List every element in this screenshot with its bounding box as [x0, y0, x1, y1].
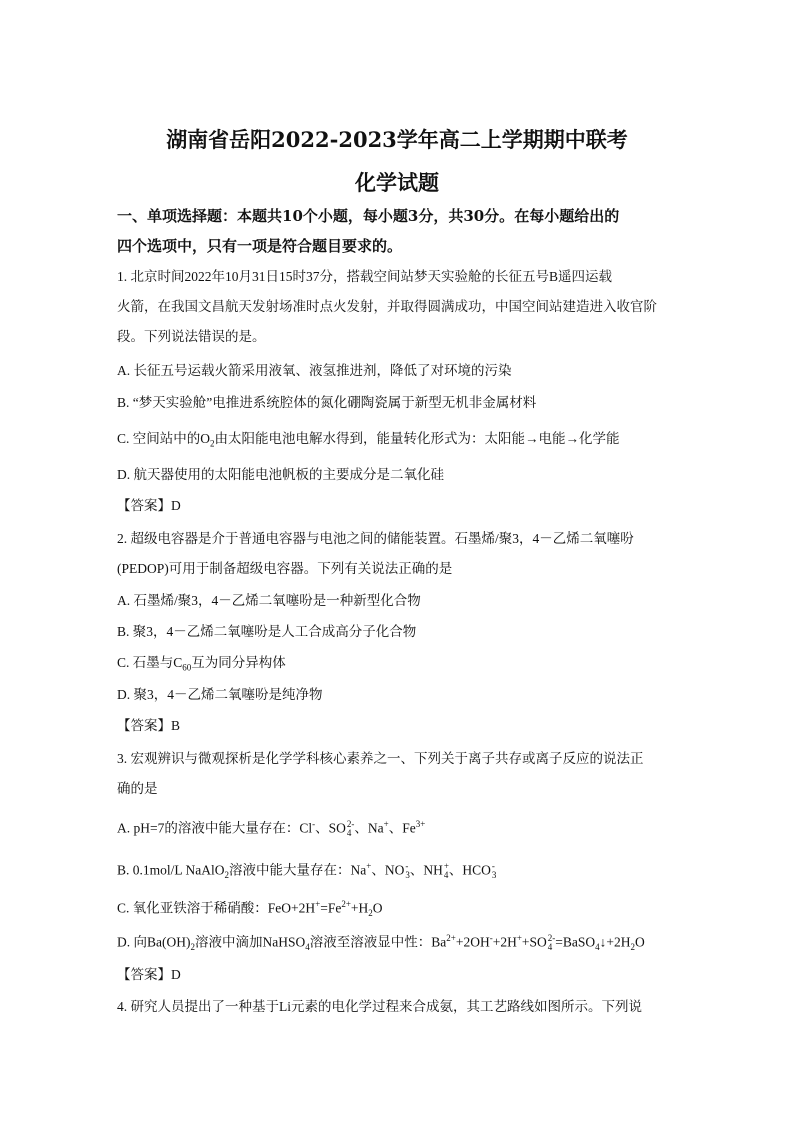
- q3-option-d: D. 向$Ba(OH)_2$溶液中滴加NaHSO$_4$溶液至溶液显中性：$Ba^{2+}+2OH^-+2H^++SO$ 2- 4 $=BaSO_4↓+2H_2O$: [117, 933, 645, 953]
- q1-option-c: C. 空间站中的$O_2$由太阳能电池电解水得到，能量转化形式为：太阳能→电能→化学能: [117, 431, 620, 449]
- q3-answer: 【答案】D: [117, 967, 181, 982]
- page-title: 湖南省岳阳2022-2023学年高二上学期期中联考: [166, 127, 628, 152]
- q4-stem: 4. 研究人员提出了一种基于Li元素的电化学过程来合成氨，其工艺路线如图所示。下列说: [117, 999, 642, 1014]
- q2-stem: 2. 超级电容器是介于普通电容器与电池之间的储能装置。石墨烯/聚3，4－乙烯二氧噻吩: [117, 531, 634, 546]
- q3-option-c: C. 氧化亚铁溶于稀硝酸：$FeO+2H^+=Fe^{2+}+H_2O$: [117, 899, 383, 919]
- q2-stem: (PEDOP)可用于制备超级电容器。下列有关说法正确的是: [117, 561, 453, 576]
- q3-option-a: A. pH=7的溶液中能大量存在：Cl-、SO 2- 4 、Na+、$Fe^{3+}$: [117, 819, 426, 839]
- section-heading-cont: 四个选项中，只有一项是符合题目要求的。: [117, 237, 403, 255]
- q3-stem: 3. 宏观辨识与微观探析是化学学科核心素养之一、下列关于离子共存或离子反应的说法正: [117, 751, 644, 766]
- section-heading: 一、单项选择题：本题共10个小题，每小题3分，共30分。在每小题给出的: [117, 207, 620, 225]
- q2-answer: 【答案】B: [117, 718, 181, 733]
- q2-option-c: C. 石墨与$C_{60}$互为同分异构体: [117, 655, 286, 673]
- q1-option-d: D. 航天器使用的太阳能电池帆板的主要成分是二氧化硅: [117, 467, 444, 482]
- q2-option-b: B. 聚3，4－乙烯二氧噻吩是人工合成高分子化合物: [117, 624, 417, 639]
- q1-stem: 段。下列说法错误的是。: [117, 329, 266, 344]
- q1-answer: 【答案】D: [117, 498, 181, 513]
- q2-option-d: D. 聚3，4－乙烯二氧噻吩是纯净物: [117, 687, 323, 702]
- q1-stem: 1. 北京时间2022年10月31日15时37分，搭载空间站梦天实验舱的长征五号B遥四运载: [117, 269, 613, 284]
- page-subtitle: 化学试题: [355, 170, 439, 195]
- q1-stem: 火箭，在我国文昌航天发射场准时点火发射，并取得圆满成功，中国空间站建造进入收官阶: [117, 299, 657, 314]
- q3-stem: 确的是: [117, 781, 158, 796]
- q2-option-a: A. 石墨烯/聚3，4－乙烯二氧噻吩是一种新型化合物: [117, 593, 421, 608]
- q1-option-b: B. “梦天实验舱”电推进系统腔体的氮化硼陶瓷属于新型无机非金属材料: [117, 395, 537, 410]
- q1-option-a: A. 长征五号运载火箭采用液氧、液氢推进剂，降低了对环境的污染: [117, 363, 512, 378]
- q3-option-b: B. 0.1mol/L NaAlO$_2$溶液中能大量存在：Na+、NO - 3 、NH + 4 、HCO - 3: [117, 861, 497, 881]
